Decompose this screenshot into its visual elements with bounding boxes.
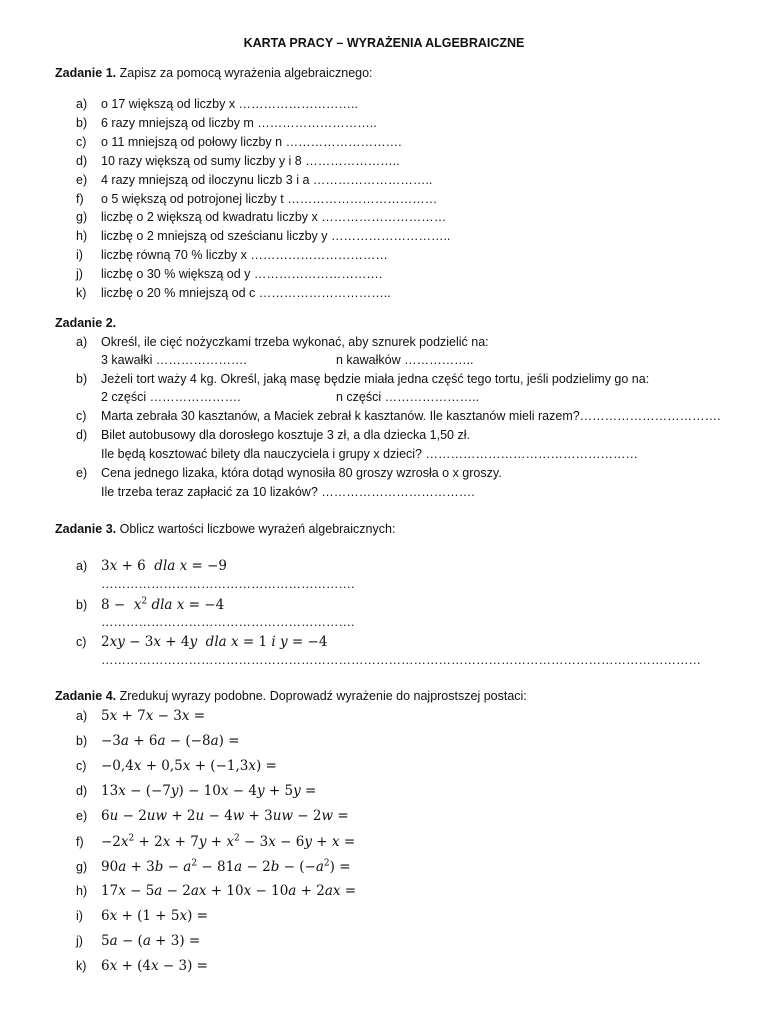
- task4-item: k) 6x + (4x − 3) =: [76, 958, 208, 974]
- task1-text: Zapisz za pomocą wyrażenia algebraicznego:: [116, 66, 373, 80]
- task4-label: Zadanie 4.: [55, 689, 117, 703]
- task1-item: b) 6 razy mniejszą od liczby m ………………………..: [76, 116, 377, 130]
- task2-b-part2: n części …………………..: [336, 390, 480, 404]
- task4-item: i) 6x + (1 + 5x) =: [76, 908, 208, 924]
- task2-b-part1: 2 części ………………….: [101, 390, 241, 404]
- task2-e-line2: Ile trzeba teraz zapłacić za 10 lizaków? ……………………………….: [101, 485, 475, 499]
- page-title: KARTA PRACY – WYRAŻENIA ALGEBRAICZNE: [243, 36, 525, 50]
- task3-item-a: a) 3x + 6 dla x = −9: [76, 558, 228, 574]
- task1-item: i) liczbę równą 70 % liczby x ……………………………: [76, 248, 388, 262]
- task1-item: d) 10 razy większą od sumy liczby y i 8 …………………..: [76, 154, 400, 168]
- task3-heading: [55, 522, 395, 536]
- task1-item: e) 4 razy mniejszą od iloczynu liczb 3 i a ………………………..: [76, 173, 433, 187]
- task2-heading: [55, 316, 116, 330]
- task1-item: f) o 5 większą od potrojonej liczby t ………………………………: [76, 192, 438, 206]
- task4-item: a) 5x + 7x − 3x =: [76, 708, 206, 724]
- task3-item-b: b) $8 - x^2$ dla x = −4: [76, 596, 225, 613]
- task2-label: Zadanie 2.: [55, 316, 117, 330]
- task2-d-line2: Ile będą kosztować bilety dla nauczyciela i grupy x dzieci? ……………………………………………: [101, 447, 638, 461]
- task3-item-c: c) 2xy − 3x + 4y dla x = 1 i y = −4: [76, 634, 328, 650]
- task3-b-answer-line: …………………………………………………….: [101, 615, 355, 629]
- task1-heading: [55, 66, 373, 80]
- task2-a-part1: 3 kawałki ………………….: [101, 353, 247, 367]
- task1-item: j) liczbę o 30 % większą od y ………………………….: [76, 267, 383, 281]
- task4-item: j) 5a − (a + 3) =: [76, 933, 201, 949]
- task1-item: g) liczbę o 2 większą od kwadratu liczby x …………………………: [76, 210, 447, 224]
- task3-text: Oblicz wartości liczbowe wyrażeń algebraicznych:: [116, 522, 396, 536]
- task4-item: g) $90a + 3b - a^2 - 81a - 2b - (-a^2)$ =: [76, 858, 351, 875]
- task3-c-answer-line: ………………………………………………………………………………………………………………………………: [101, 653, 701, 667]
- task4-item: h) 17x − 5a − 2ax + 10x − 10a + 2ax =: [76, 883, 357, 899]
- task3-a-answer-line: …………………………………………………….: [101, 577, 355, 591]
- task2-item-e: e) Cena jednego lizaka, która dotąd wynosiła 80 groszy wzrosła o x groszy.: [76, 466, 502, 480]
- task4-text: Zredukuj wyrazy podobne. Doprowadź wyrażenie do najprostszej postaci:: [116, 689, 527, 703]
- task2-a-part2: n kawałków ……………..: [336, 353, 474, 367]
- task2-item-d: d) Bilet autobusowy dla dorosłego kosztuje 3 zł, a dla dziecka 1,50 zł.: [76, 428, 470, 442]
- task4-item: c) −0,4x + 0,5x + (−1,3x) =: [76, 758, 277, 774]
- task2-item-b: b) Jeżeli tort waży 4 kg. Określ, jaką masę będzie miała jedna część tego tortu, jeśli podzielimy go na:: [76, 372, 650, 386]
- task2-item-c: c) Marta zebrała 30 kasztanów, a Maciek zebrał k kasztanów. Ile kasztanów mieli razem?…………………………….: [76, 409, 721, 423]
- task1-item: h) liczbę o 2 mniejszą od sześcianu liczby y ………………………..: [76, 229, 451, 243]
- task4-item: e) 6u − 2uw + 2u − 4w + 3uw − 2w =: [76, 808, 349, 824]
- task3-label: Zadanie 3.: [55, 522, 117, 536]
- task1-label: Zadanie 1.: [55, 66, 117, 80]
- task1-item: a) o 17 większą od liczby x ………………………..: [76, 97, 359, 111]
- task4-item: $f) -2x^2 + 2x + 7y + x^2 - 3x - 6y + x$ =: [76, 833, 356, 850]
- task4-item: d) 13x − (−7y) − 10x − 4y + 5y =: [76, 783, 317, 799]
- task1-item: k) liczbę o 20 % mniejszą od c …………………………..: [76, 286, 391, 300]
- task4-item: b) −3a + 6a − (−8a) =: [76, 733, 240, 749]
- task1-item: c) o 11 mniejszą od połowy liczby n ……………………….: [76, 135, 402, 149]
- task2-item-a: a) Określ, ile cięć nożyczkami trzeba wykonać, aby sznurek podzielić na:: [76, 335, 489, 349]
- task4-heading: [55, 689, 527, 703]
